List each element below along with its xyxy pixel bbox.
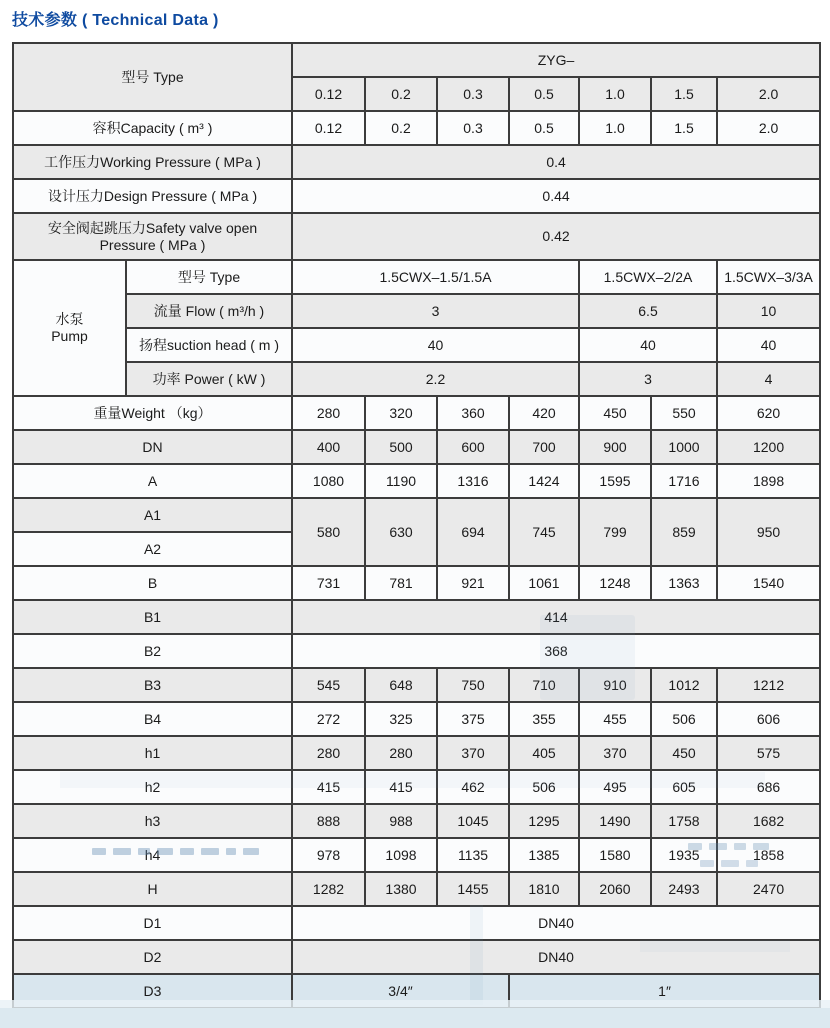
value-cell: 1.5CWX–2/2A [579,260,717,294]
value-cell: 40 [717,328,820,362]
row-h1 [13,736,820,770]
value-cell: 1424 [509,464,579,498]
row-label: 流量 Flow ( m³/h ) [126,294,292,328]
value-cell: 280 [292,736,365,770]
value-cell: 630 [365,498,437,566]
value-cell: 575 [717,736,820,770]
value-cell: 1682 [717,804,820,838]
value-cell: 0.4 [292,145,820,179]
row-pump-type [13,260,820,294]
value-cell: 1716 [651,464,717,498]
row-label: DN [13,430,292,464]
value-cell: 1.5CWX–1.5/1.5A [292,260,579,294]
value-cell: 859 [651,498,717,566]
value-cell: 1363 [651,566,717,600]
pump-group-en: Pump [51,328,88,344]
value-cell: 580 [292,498,365,566]
value-cell: 1455 [437,872,509,906]
row-weight [13,396,820,430]
value-cell: 605 [651,770,717,804]
value-cell: 450 [579,396,651,430]
value-cell: 550 [651,396,717,430]
value-cell: 686 [717,770,820,804]
value-cell: 1858 [717,838,820,872]
value-cell: 405 [509,736,579,770]
row-design-pressure [13,179,820,213]
value-cell: 368 [292,634,820,668]
value-cell: 950 [717,498,820,566]
row-label: B3 [13,668,292,702]
row-label: H [13,872,292,906]
size-header-cell: 1.0 [579,77,651,111]
row-h4 [13,838,820,872]
value-cell: 325 [365,702,437,736]
value-cell: 320 [365,396,437,430]
value-cell: 3 [579,362,717,396]
value-cell: 1098 [365,838,437,872]
value-cell: 900 [579,430,651,464]
value-cell: 1580 [579,838,651,872]
value-cell: 1.0 [579,111,651,145]
value-cell: 1380 [365,872,437,906]
size-header-cell: 1.5 [651,77,717,111]
value-cell: 1282 [292,872,365,906]
row-label: h1 [13,736,292,770]
row-label: 型号 Type [126,260,292,294]
value-cell: 400 [292,430,365,464]
value-cell: 620 [717,396,820,430]
value-cell: 3 [292,294,579,328]
row-b3 [13,668,820,702]
row-pump-flow [13,294,820,328]
value-cell: 2060 [579,872,651,906]
row-label: B2 [13,634,292,668]
value-cell: 1135 [437,838,509,872]
value-cell: 750 [437,668,509,702]
row-label: 安全阀起跳压力Safety valve open Pressure ( MPa ) [13,213,292,260]
page-title-en: ( Technical Data ) [81,12,219,29]
value-cell: 6.5 [579,294,717,328]
value-cell: 1212 [717,668,820,702]
pump-group-label [13,260,126,396]
row-series-header [13,43,820,77]
size-header-cell: 0.12 [292,77,365,111]
value-cell: 700 [509,430,579,464]
value-cell: 978 [292,838,365,872]
value-cell: 4 [717,362,820,396]
value-cell: 506 [509,770,579,804]
value-cell: 2.2 [292,362,579,396]
value-cell: 0.3 [437,111,509,145]
value-cell: 1810 [509,872,579,906]
value-cell: 648 [365,668,437,702]
value-cell: 1898 [717,464,820,498]
row-label: B [13,566,292,600]
value-cell: 370 [437,736,509,770]
value-cell: 1595 [579,464,651,498]
value-cell: 745 [509,498,579,566]
value-cell: 1190 [365,464,437,498]
size-header-cell: 2.0 [717,77,820,111]
value-cell: 1.5CWX–3/3A [717,260,820,294]
row-label: 重量Weight （kg） [13,396,292,430]
value-cell: 1045 [437,804,509,838]
row-label: D3 [13,974,292,1008]
value-cell: 375 [437,702,509,736]
row-label: 功率 Power ( kW ) [126,362,292,396]
value-cell: 0.5 [509,111,579,145]
row-label: h3 [13,804,292,838]
value-cell: 910 [579,668,651,702]
row-d2 [13,940,820,974]
size-header-cell: 0.2 [365,77,437,111]
value-cell: 1540 [717,566,820,600]
value-cell: 694 [437,498,509,566]
row-label: 工作压力Working Pressure ( MPa ) [13,145,292,179]
value-cell: 731 [292,566,365,600]
page-title [12,7,219,30]
row-dn [13,430,820,464]
value-cell: DN40 [292,940,820,974]
value-cell: 370 [579,736,651,770]
value-cell: 1316 [437,464,509,498]
value-cell: 1248 [579,566,651,600]
value-cell: 506 [651,702,717,736]
value-cell: 600 [437,430,509,464]
row-label: 扬程suction head ( m ) [126,328,292,362]
value-cell: 495 [579,770,651,804]
row-a1 [13,498,820,532]
value-cell: 415 [292,770,365,804]
value-cell: 1″ [509,974,820,1008]
row-label: A1 [13,498,292,532]
value-cell: 1200 [717,430,820,464]
size-header-cell: 0.5 [509,77,579,111]
row-h-total [13,872,820,906]
value-cell: 1.5 [651,111,717,145]
value-cell: 710 [509,668,579,702]
row-label: 设计压力Design Pressure ( MPa ) [13,179,292,213]
row-label: D1 [13,906,292,940]
row-label: A [13,464,292,498]
value-cell: 921 [437,566,509,600]
row-pump-suction-head [13,328,820,362]
value-cell: 2.0 [717,111,820,145]
value-cell: 1000 [651,430,717,464]
value-cell: 888 [292,804,365,838]
row-a [13,464,820,498]
row-label: h2 [13,770,292,804]
value-cell: 2470 [717,872,820,906]
value-cell: 10 [717,294,820,328]
value-cell: 1080 [292,464,365,498]
row-label: 容积Capacity ( m³ ) [13,111,292,145]
value-cell: 450 [651,736,717,770]
technical-data-table [12,42,821,1009]
value-cell: 500 [365,430,437,464]
value-cell: 0.42 [292,213,820,260]
bottom-band-fade [0,1000,830,1008]
value-cell: 40 [292,328,579,362]
value-cell: 280 [292,396,365,430]
value-cell: 1012 [651,668,717,702]
pump-group-zh: 水泵 [55,311,84,328]
value-cell: 799 [579,498,651,566]
row-b4 [13,702,820,736]
series-prefix-cell: ZYG– [292,43,820,77]
value-cell: 414 [292,600,820,634]
value-cell: 781 [365,566,437,600]
size-header-cell: 0.3 [437,77,509,111]
value-cell: 360 [437,396,509,430]
row-label: 型号 Type [13,43,292,111]
row-h2 [13,770,820,804]
value-cell: 0.2 [365,111,437,145]
value-cell: 1061 [509,566,579,600]
row-safety-valve [13,213,820,260]
value-cell: 355 [509,702,579,736]
bottom-band [0,1008,830,1028]
value-cell: 272 [292,702,365,736]
row-label: h4 [13,838,292,872]
value-cell: 545 [292,668,365,702]
row-label: D2 [13,940,292,974]
row-label: A2 [13,532,292,566]
value-cell: DN40 [292,906,820,940]
value-cell: 3/4″ [292,974,509,1008]
row-d1 [13,906,820,940]
row-b1 [13,600,820,634]
value-cell: 0.44 [292,179,820,213]
value-cell: 415 [365,770,437,804]
row-label: B1 [13,600,292,634]
row-b [13,566,820,600]
value-cell: 606 [717,702,820,736]
row-label: B4 [13,702,292,736]
value-cell: 1295 [509,804,579,838]
value-cell: 455 [579,702,651,736]
page-title-zh: 技术参数 [12,12,78,29]
value-cell: 2493 [651,872,717,906]
value-cell: 1385 [509,838,579,872]
value-cell: 1490 [579,804,651,838]
value-cell: 0.12 [292,111,365,145]
value-cell: 280 [365,736,437,770]
row-working-pressure [13,145,820,179]
value-cell: 1758 [651,804,717,838]
row-pump-power [13,362,820,396]
value-cell: 420 [509,396,579,430]
value-cell: 1935 [651,838,717,872]
row-b2 [13,634,820,668]
row-capacity [13,111,820,145]
value-cell: 462 [437,770,509,804]
value-cell: 988 [365,804,437,838]
row-h3 [13,804,820,838]
value-cell: 40 [579,328,717,362]
